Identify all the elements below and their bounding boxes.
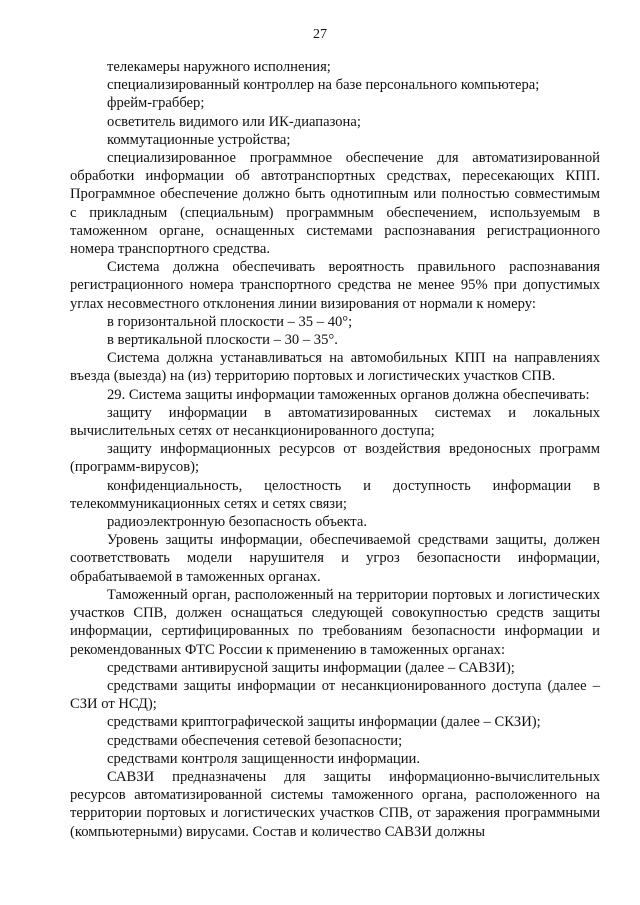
paragraph: коммутационные устройства; — [107, 131, 291, 148]
paragraph: специализированное программное обеспечение для автоматизированной обработки информации об автотранспортных средствах, пересекающих КПП. Программное обеспечение должно быть однотипным или полностью совместимым с прикладным (специальным) программным обеспечением, используемым в таможенном органе, оснащенных системами распознавания регистрационного номера транспортного средства. — [70, 150, 600, 258]
paragraph: Система должна устанавливаться на автомобильных КПП на направлениях въезда (выезда) на (из) территорию портовых и логистических участков СПВ. — [70, 350, 600, 385]
paragraph: конфиденциальность, целостность и доступность информации в телекоммуникационных сетях и сетях связи; — [70, 477, 600, 512]
paragraph: защиту информационных ресурсов от воздействия вредоносных программ (программ-вирусов); — [70, 441, 600, 476]
paragraph: Таможенный орган, расположенный на территории портовых и логистических участков СПВ, должен оснащаться следующей совокупностью средств защиты информации, сертифицированных по требованиям безопасности информации и рекомендованных ФТС России к применению в таможенных органах: — [70, 586, 600, 658]
paragraph: средствами обеспечения сетевой безопасности; — [107, 732, 403, 749]
paragraph: средствами антивирусной защиты информации (далее – САВЗИ); — [107, 659, 515, 676]
paragraph: телекамеры наружного исполнения; — [107, 59, 331, 75]
paragraph: САВЗИ предназначены для защиты информационно-вычислительных ресурсов автоматизированной системы таможенного органа, расположенного на территории портовых и логистических участков СПВ, от заражения программными (компьютерными) вирусами. Состав и количество САВЗИ должны — [70, 768, 600, 840]
paragraph: фрейм-граббер; — [107, 95, 205, 112]
paragraph: в вертикальной плоскости – 30 – 35°. — [107, 332, 338, 349]
paragraph: средствами защиты информации от несанкционированного доступа (далее – СЗИ от НСД); — [70, 677, 600, 713]
page-number: 27 — [313, 27, 327, 42]
paragraph: средствами криптографической защиты информации (далее – СКЗИ); — [107, 714, 541, 731]
document-body — [70, 58, 600, 841]
paragraph: радиоэлектронную безопасность объекта. — [107, 514, 367, 531]
paragraph: 29. Система защиты информации таможенных органов должна обеспечивать: — [107, 386, 590, 403]
paragraph: в горизонтальной плоскости – 35 – 40°; — [107, 313, 353, 330]
paragraph: Уровень защиты информации, обеспечиваемой средствами защиты, должен соответствовать модели нарушителя и угроз безопасности информации, обрабатываемой в таможенных органах. — [70, 532, 600, 585]
paragraph: защиту информации в автоматизированных системах и локальных вычислительных сетях от несанкционированного доступа; — [70, 404, 600, 440]
paragraph: специализированный контроллер на базе персонального компьютера; — [107, 77, 540, 94]
paragraph: Система должна обеспечивать вероятность правильного распознавания регистрационного номера транспортного средства не менее 95% при допустимых углах несовместного отклонения линии визирования от нормали к номеру: — [70, 259, 600, 312]
paragraph: осветитель видимого или ИК-диапазона; — [107, 113, 361, 130]
paragraph: средствами контроля защищенности информации. — [107, 750, 421, 767]
